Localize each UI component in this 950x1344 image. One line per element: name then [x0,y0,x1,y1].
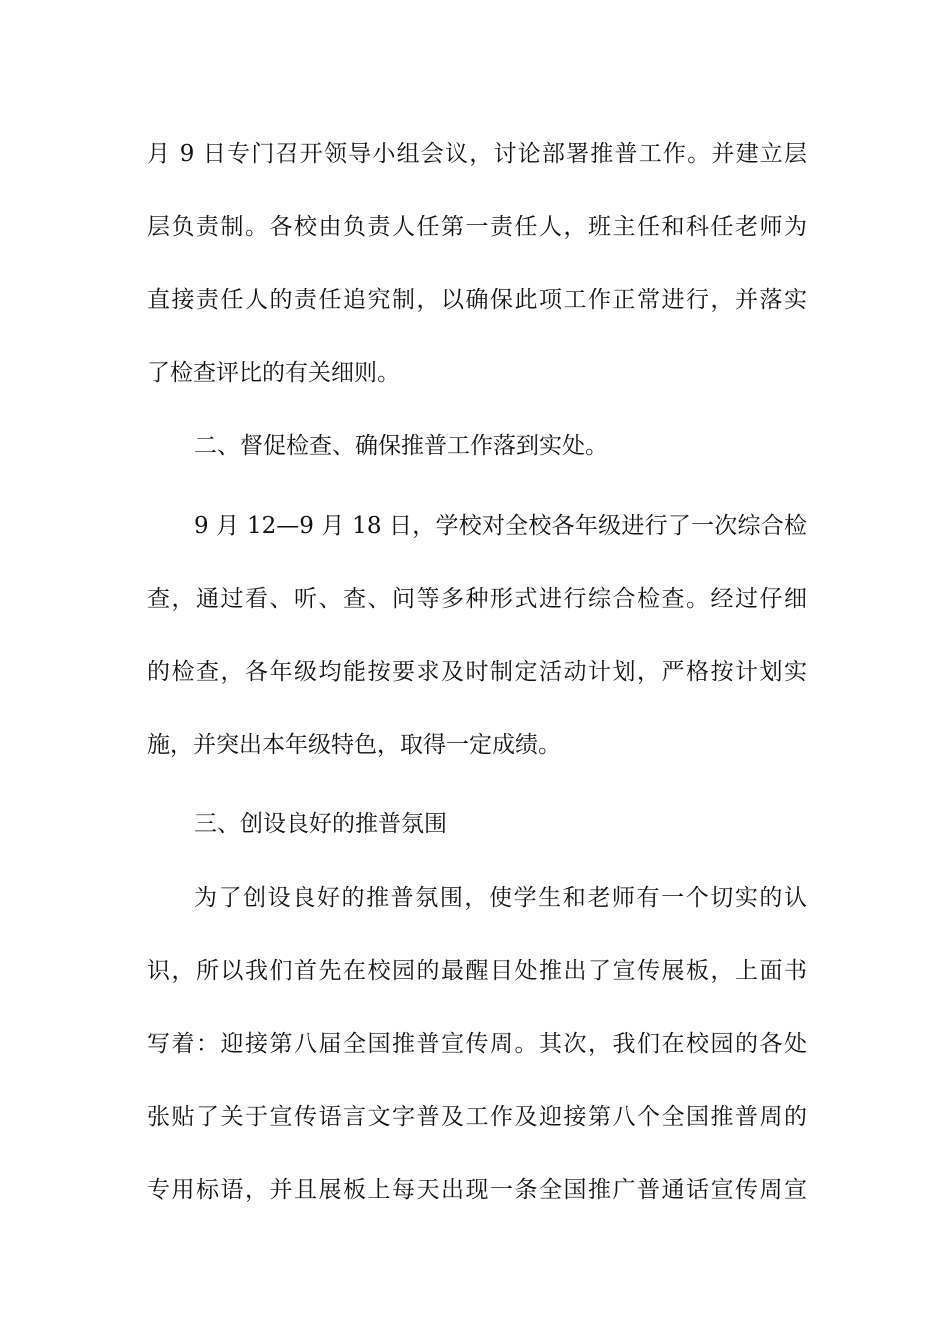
paragraph-line: 张贴了关于宣传语言文字普及工作及迎接第八个全国推普周的 [147,1104,807,1130]
paragraph-line: 层负责制。各校由负责人任第一责任人，班主任和科任老师为 [147,214,807,240]
paragraph-line: 的检查，各年级均能按要求及时制定活动计划，严格按计划实 [147,659,807,685]
section-heading: 二、督促检查、确保推普工作落到实处。 [194,433,608,459]
paragraph-line: 月 9 日专门召开领导小组会议，讨论部署推普工作。并建立层 [147,141,807,167]
paragraph-line: 查，通过看、听、查、问等多种形式进行综合检查。经过仔细 [147,586,807,612]
section-heading: 三、创设良好的推普氛围 [194,811,447,837]
paragraph-line: 了检查评比的有关细则。 [147,360,400,386]
paragraph-line: 施，并突出本年级特色，取得一定成绩。 [147,732,561,758]
paragraph-line: 为了创设良好的推普氛围，使学生和老师有一个切实的认 [194,885,807,911]
paragraph-line: 直接责任人的责任追究制，以确保此项工作正常进行，并落实 [147,287,807,313]
paragraph-line: 写着：迎接第八届全国推普宣传周。其次，我们在校园的各处 [147,1031,807,1057]
paragraph-line: 9 月 12—9 月 18 日，学校对全校各年级进行了一次综合检 [194,513,807,539]
paragraph-line: 识，所以我们首先在校园的最醒目处推出了宣传展板，上面书 [147,958,807,984]
paragraph-line: 专用标语，并且展板上每天出现一条全国推广普通话宣传周宣 [147,1177,807,1203]
